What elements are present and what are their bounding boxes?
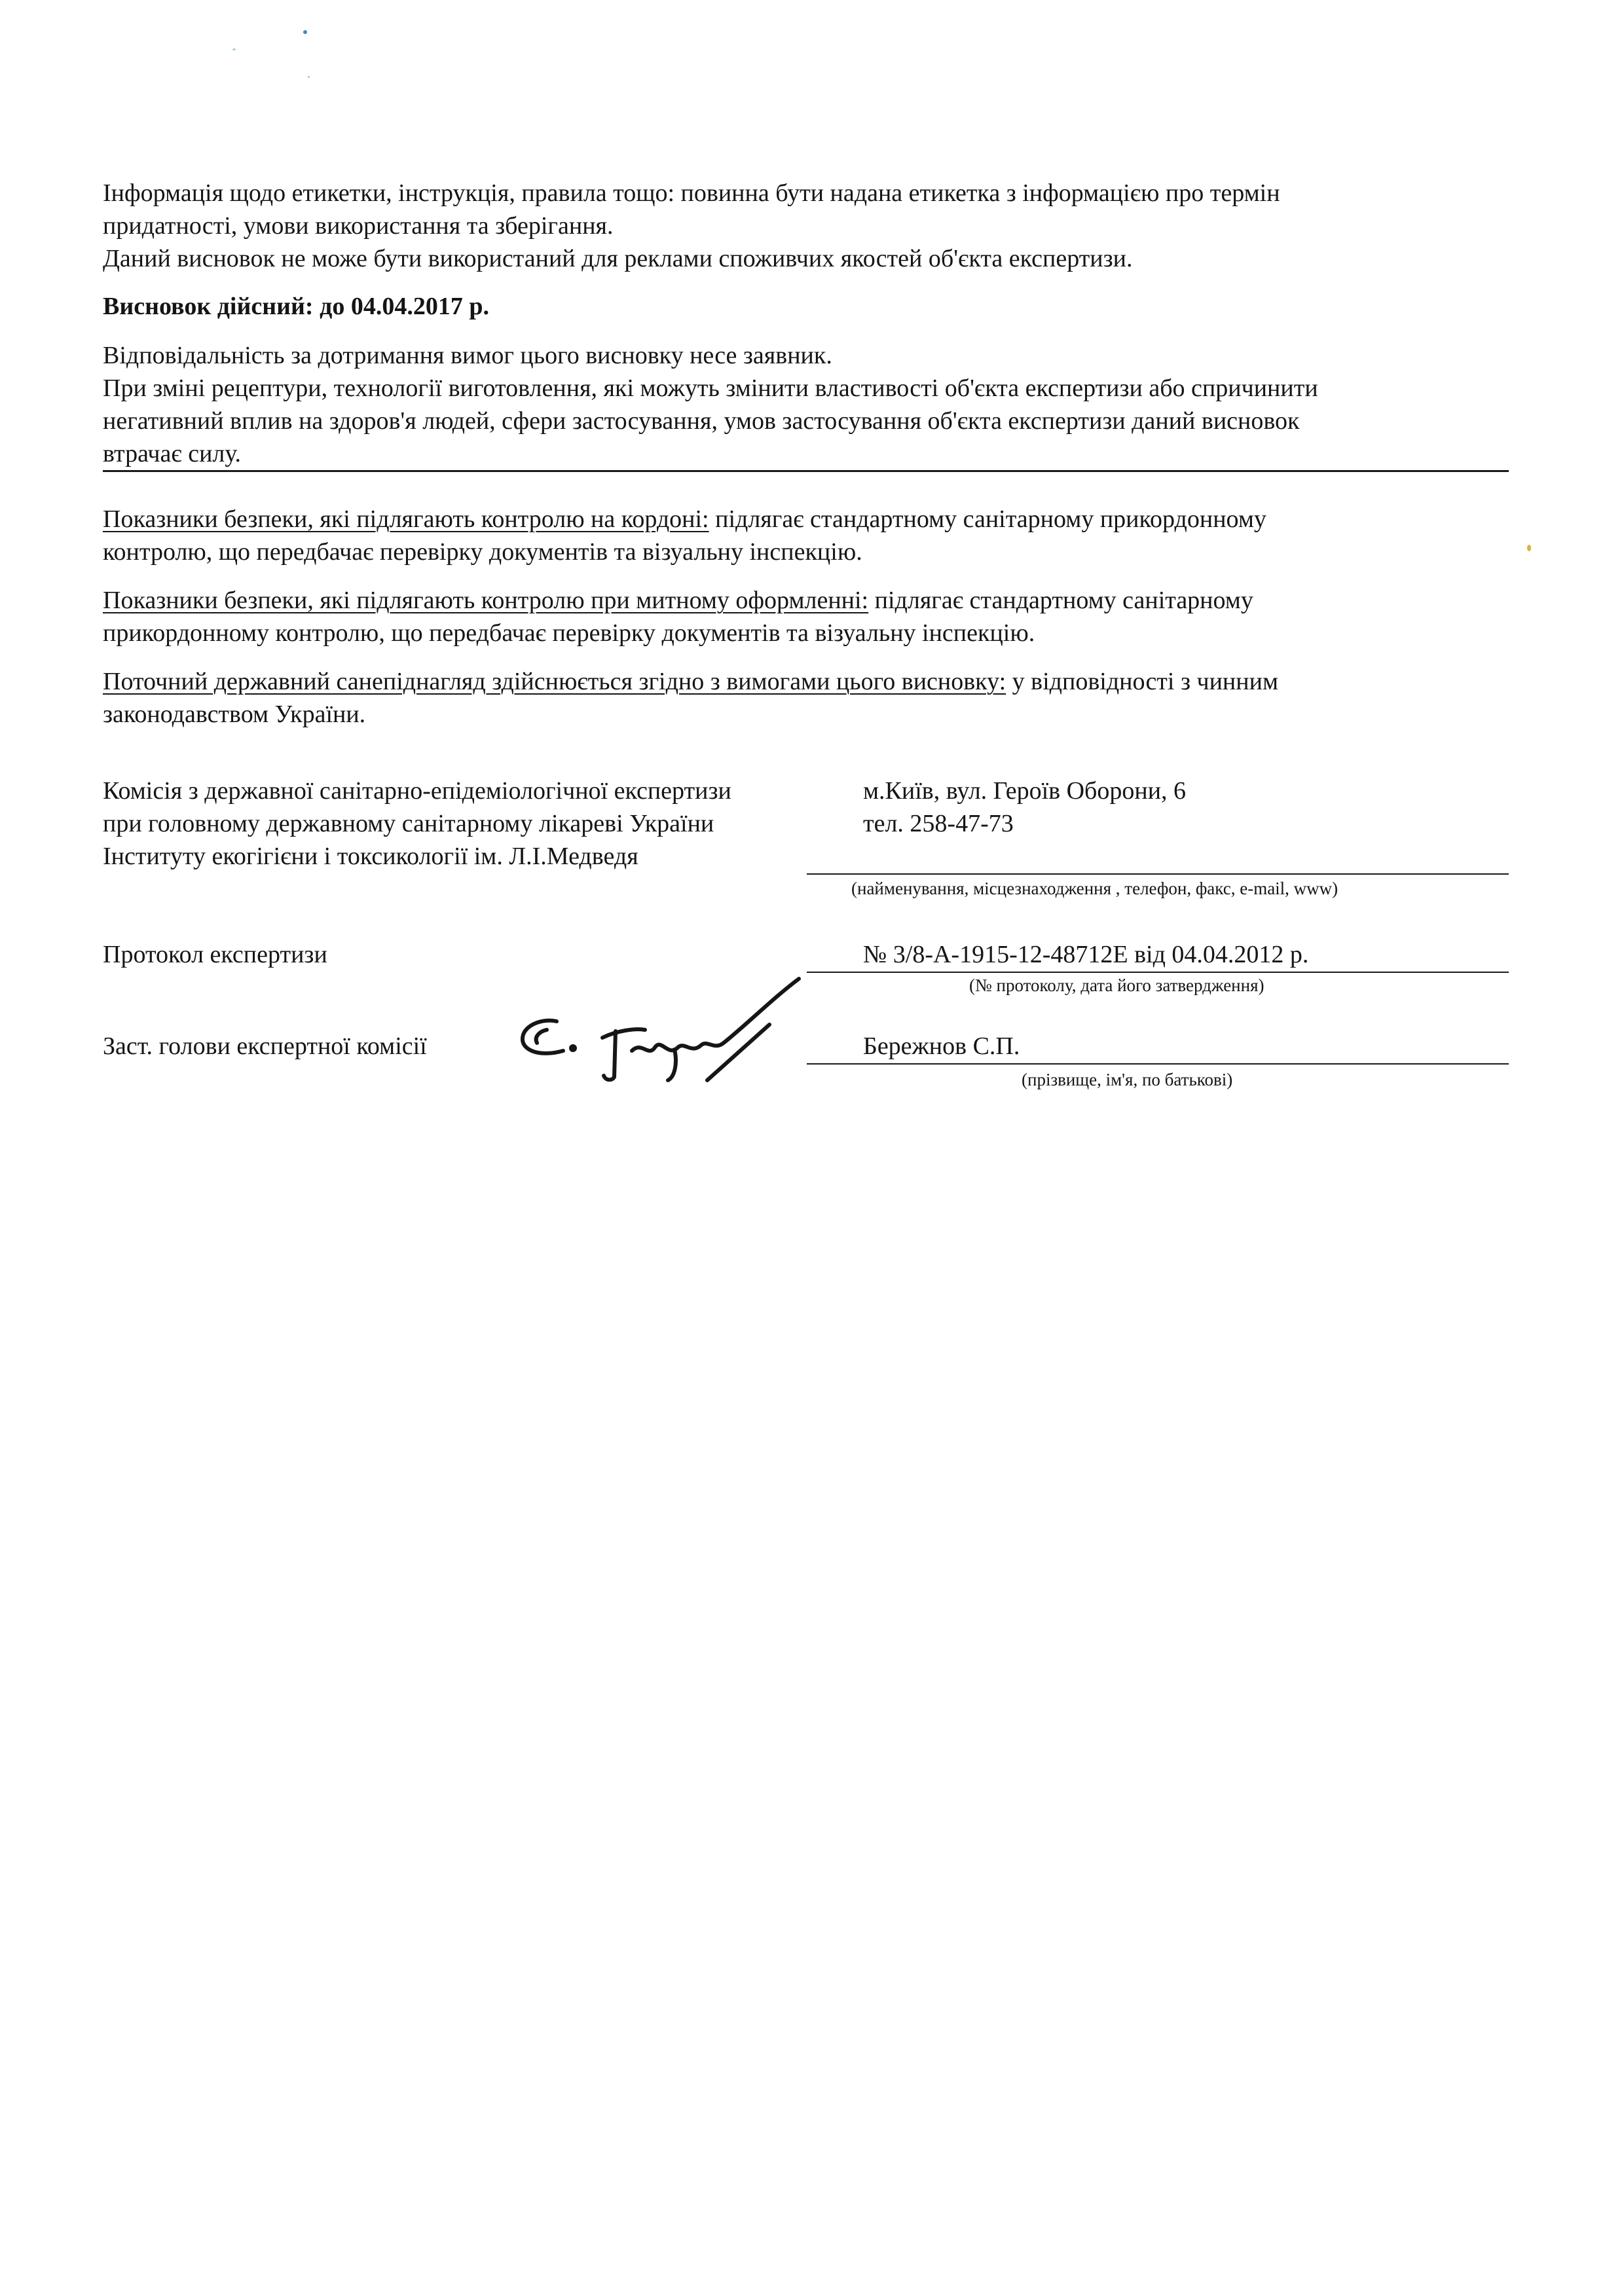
- label-info-paragraph: [103, 177, 1511, 275]
- customs-control-text: підлягає стандартному санітарному: [868, 587, 1253, 614]
- commission-name: [103, 774, 862, 873]
- commission-underline: [807, 873, 1509, 875]
- recipe-change-line: При зміні рецептури, технології виготовлення, які можуть змінити властивості об'єкта експертизи або спричинити: [103, 374, 1318, 402]
- commission-caption: (найменування, місцезнаходження , телефон, факс, e-mail, www): [851, 879, 1338, 898]
- protocol-caption: (№ протоколу, дата його затвердження): [969, 975, 1264, 995]
- signature-image: [511, 966, 812, 1084]
- recipe-change-line: негативний вплив на здоров'я людей, сфери застосування, умов застосування об'єкта експертизи даний висновок: [103, 407, 1300, 435]
- label-info-line: придатності, умови використання та зберігання.: [103, 212, 614, 240]
- border-control-text: контролю, що передбачає перевірку документів та візуальну інспекцію.: [103, 538, 862, 566]
- recipe-change-line: втрачає силу.: [103, 440, 242, 467]
- section-divider: [103, 470, 1509, 472]
- commission-name-line: Комісія з державної санітарно-епідеміологічної експертизи: [103, 777, 731, 805]
- protocol-underline: [807, 972, 1509, 973]
- signatory-underline: [807, 1063, 1509, 1065]
- advertising-note: Даний висновок не може бути використаний для реклами споживчих якостей об'єкта експертизи.: [103, 245, 1133, 272]
- signatory-label: Заст. голови експертної комісії: [103, 1032, 427, 1060]
- scan-speck: [1527, 545, 1531, 551]
- scan-speck: [232, 48, 236, 50]
- commission-address: м.Київ, вул. Героїв Оборони, 6: [863, 777, 1187, 805]
- signatory-caption: (прізвище, ім'я, по батькові): [1022, 1070, 1233, 1089]
- customs-control-paragraph: [103, 584, 1511, 649]
- validity-statement: [103, 290, 1511, 323]
- customs-control-text: прикордонному контролю, що передбачає перевірку документів та візуальну інспекцію.: [103, 619, 1035, 647]
- signatory-name: Бережнов С.П.: [863, 1032, 1020, 1060]
- border-control-text: підлягає стандартному санітарному прикордонному: [709, 505, 1266, 533]
- customs-control-label: Показники безпеки, які підлягають контролю при митному оформленні:: [103, 587, 869, 614]
- protocol-label: Протокол експертизи: [103, 941, 327, 968]
- commission-name-line: при головному державному санітарному лікареві України: [103, 810, 714, 837]
- supervision-text: у відповідності з чинним: [1006, 668, 1278, 695]
- commission-name-line: Інституту екогігієни і токсикології ім. Л.І.Медведя: [103, 843, 638, 870]
- commission-phone: тел. 258-47-73: [863, 810, 1014, 837]
- supervision-paragraph: [103, 665, 1511, 731]
- protocol-value: № 3/8-А-1915-12-48712Е від 04.04.2012 р.: [863, 941, 1309, 968]
- supervision-label: Поточний державний санепіднагляд здійснюється згідно з вимогами цього висновку:: [103, 668, 1006, 695]
- responsibility-line: Відповідальність за дотримання вимог цього висновку несе заявник.: [103, 342, 832, 369]
- border-control-label: Показники безпеки, які підлягають контролю на кордоні:: [103, 505, 709, 533]
- validity-text: Висновок дійсний: до 04.04.2017 р.: [103, 293, 489, 320]
- scan-speck: [303, 30, 307, 34]
- label-info-line: Інформація щодо етикетки, інструкція, правила тощо: повинна бути надана етикетка з інформацією про термін: [103, 179, 1280, 207]
- supervision-text: законодавством України.: [103, 701, 366, 728]
- responsibility-paragraph: [103, 339, 1511, 470]
- scan-speck: [308, 76, 310, 78]
- border-control-paragraph: [103, 503, 1511, 568]
